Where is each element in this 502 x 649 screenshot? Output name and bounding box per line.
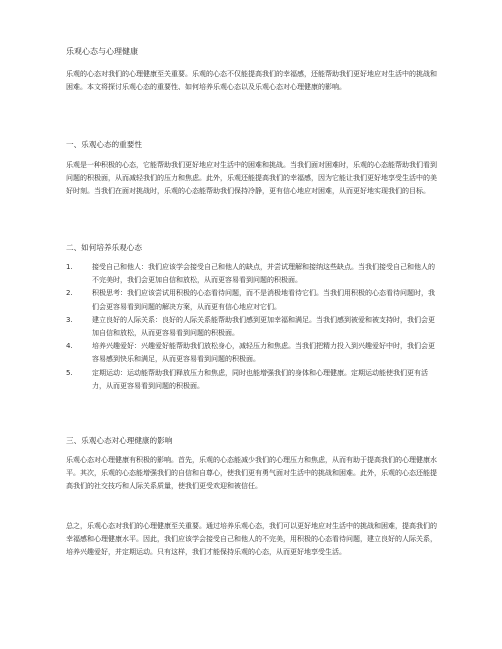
list-item — [66, 287, 438, 313]
list-item-number: 2. — [66, 289, 73, 298]
list-item-number: 1. — [66, 263, 73, 271]
list-item-number: 5. — [66, 368, 73, 377]
list-item-text: 建立良好的人际关系：良好的人际关系能帮助我们感到更加幸福和满足。当我们感到被爱和被支持时，我们会更加自信和放松，从而更容易看到问题的积极面。 — [92, 315, 435, 338]
document-title: 乐观心态与心理健康 — [66, 47, 138, 56]
list-item-number: 3. — [66, 315, 73, 324]
list-item-text: 接受自己和他人：我们应该学会接受自己和他人的缺点，并尝试理解和接纳这些缺点。当我们接受自己和他人的不完美时，我们会更加自信和放松，从而更容易看到问题的积极面。 — [92, 263, 435, 285]
section-3-heading: 三、乐观心态对心理健康的影响 — [66, 436, 173, 445]
tips-list — [66, 261, 438, 393]
section-2-heading: 二、如何培养乐观心态 — [66, 243, 142, 252]
list-item — [66, 314, 438, 340]
section-3-body: 乐观心态对心理健康有积极的影响。首先，乐观的心态能减少我们的心理压力和焦虑，从而有助于提高我们的心理健康水平。其次，乐观的心态能增强我们的自信和自尊心，使我们更有勇气面对生活中的挑战和困难。此外，乐观的心态还能提高我们的社交技巧和人际关系质量，使我们更受欢迎和被信任。 — [66, 456, 437, 491]
list-item-text: 培养兴趣爱好：兴趣爱好能帮助我们放松身心，减轻压力和焦虑。当我们把精力投入到兴趣爱好中时，我们会更容易感到快乐和满足，从而更容易看到问题的积极面。 — [92, 342, 435, 364]
list-item — [66, 261, 438, 287]
section-1-heading: 一、乐观心态的重要性 — [66, 140, 142, 149]
list-item — [66, 340, 438, 366]
list-item-text: 定期运动：运动能帮助我们释放压力和焦虑，同时也能增强我们的身体和心理健康。定期运动能使我们更有活力，从而更容易看到问题的积极面。 — [92, 368, 428, 390]
list-item-text: 积极思考：我们应该尝试用积极的心态看待问题，而不是消极地看待它们。当我们用积极的心态看待问题时，我们会更容易看到问题的解决方案，从而更有信心地应对它们。 — [92, 289, 435, 311]
list-item-number: 4. — [66, 342, 73, 351]
conclusion-paragraph: 总之，乐观心态对我们的心理健康至关重要。通过培养乐观心态，我们可以更好地应对生活中的挑战和困难，提高我们的幸福感和心理健康水平。因此，我们应该学会接受自己和他人的不完美，用积极的心态看待问题，建立良好的人际关系，培养兴趣爱好，并定期运动。只有这样，我们才能保持乐观的心态，从而更好地享受生活。 — [66, 522, 437, 557]
list-item — [66, 367, 438, 393]
intro-paragraph: 乐观的心态对我们的心理健康至关重要。乐观的心态不仅能提高我们的幸福感，还能帮助我们更好地应对生活中的挑战和困难。本文将探讨乐观心态的重要性、如何培养乐观心态以及乐观心态对心理健康的影响。 — [66, 70, 437, 92]
section-1-body: 乐观是一种积极的心态，它能帮助我们更好地应对生活中的困难和挑战。当我们面对困难时，乐观的心态能帮助我们看到问题的积极面，从而减轻我们的压力和焦虑。此外，乐观还能提高我们的幸福感，因为它能让我们更好地享受生活中的美好时刻。当我们在面对挑战时，乐观的心态能帮助我们保持冷静，更有信心地应对困难，从而更好地实现我们的目标。 — [66, 161, 437, 196]
